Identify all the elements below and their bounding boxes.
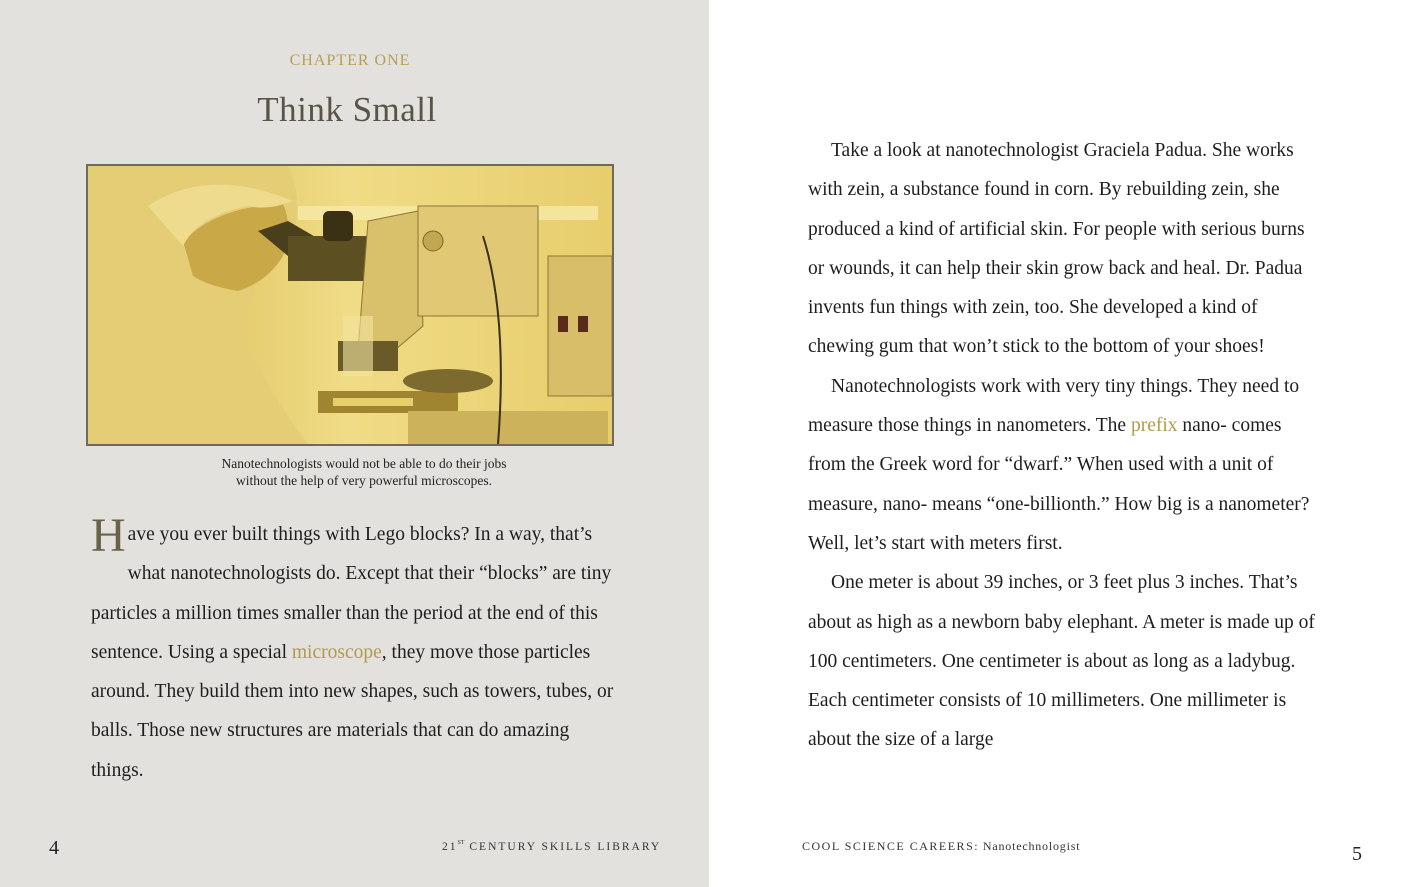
microscope-base — [408, 411, 608, 444]
microscope-photo — [86, 164, 614, 446]
focus-wheel — [403, 369, 493, 393]
chapter-title: Think Small — [257, 90, 437, 129]
chapter-label: CHAPTER ONE — [289, 52, 411, 69]
knob — [423, 231, 443, 251]
window-blinds — [343, 316, 373, 376]
glossary-term-prefix[interactable]: prefix — [1130, 415, 1178, 437]
body-text-left — [91, 509, 616, 790]
microscope-frame — [418, 206, 538, 316]
page-number-right: 5 — [1352, 843, 1362, 865]
photo-caption — [150, 455, 578, 489]
microscope-photo-illustration — [88, 166, 612, 444]
paragraph: One meter is about 39 inches, or 3 feet plus 3 inches. That’s about as high as a newborn baby elephant. A meter is made up of 100 centimeters. One centimeter is about as long as a ladybug. Each centimeter consists of 10 millimeters. One millimeter is about the size of a large — [808, 572, 1315, 751]
caption-line: Nanotechnologists would not be able to do their jobs — [221, 456, 507, 471]
page-number-left: 4 — [49, 837, 59, 859]
footer-prefix: 21 — [442, 841, 458, 853]
microscope-head — [288, 236, 368, 281]
paragraph-text: ave you ever built things with Lego blocks? In a way, that’s what nanotechnologists do. Except that their “blocks” are tiny particles a million times smaller than the period at the end of this sentence. Using a special — [91, 524, 612, 663]
paragraph-text: , they move those particles around. They build them into new shapes, such as towers, tubes, or balls. Those new structures are materials that can do amazing things. — [91, 641, 614, 781]
footer-title: Nanotechnologist — [979, 839, 1081, 853]
footer-text: CENTURY SKILLS LIBRARY — [464, 841, 662, 853]
paragraph — [91, 509, 616, 790]
sample-slide — [333, 398, 413, 406]
paragraph — [808, 367, 1318, 563]
panel-switch — [578, 316, 588, 332]
footer-series: COOL SCIENCE CAREERS: — [802, 839, 980, 853]
running-footer-left — [442, 840, 661, 853]
microscope-turret — [323, 211, 353, 241]
caption-line: without the help of very powerful microscopes. — [235, 473, 493, 488]
paragraph-text: nano- comes from the Greek word for “dwarf.” When used with a unit of measure, nano- means “one-billionth.” How big is a nanometer? Well, let’s start with meters first. — [808, 415, 1310, 554]
glossary-term-microscope[interactable]: microscope — [291, 641, 382, 663]
footer-superscript: ST — [457, 840, 465, 846]
panel-switch — [558, 316, 568, 332]
running-footer-right — [802, 839, 1080, 854]
paragraph: Take a look at nanotechnologist Graciela Padua. She works with zein, a substance found in corn. By rebuilding zein, she produced a kind of artificial skin. For people with serious burns or wounds, it can help their skin grow back and heal. Dr. Padua invents fun things with zein, too. She developed a kind of chewing gum that won’t stick to the bottom of your shoes! — [808, 140, 1305, 358]
drop-cap: H — [91, 509, 126, 562]
body-text-right — [808, 131, 1318, 760]
paragraph-text: Nanotechnologists work with very tiny things. They need to measure those things in nanometers. The — [808, 375, 1300, 437]
